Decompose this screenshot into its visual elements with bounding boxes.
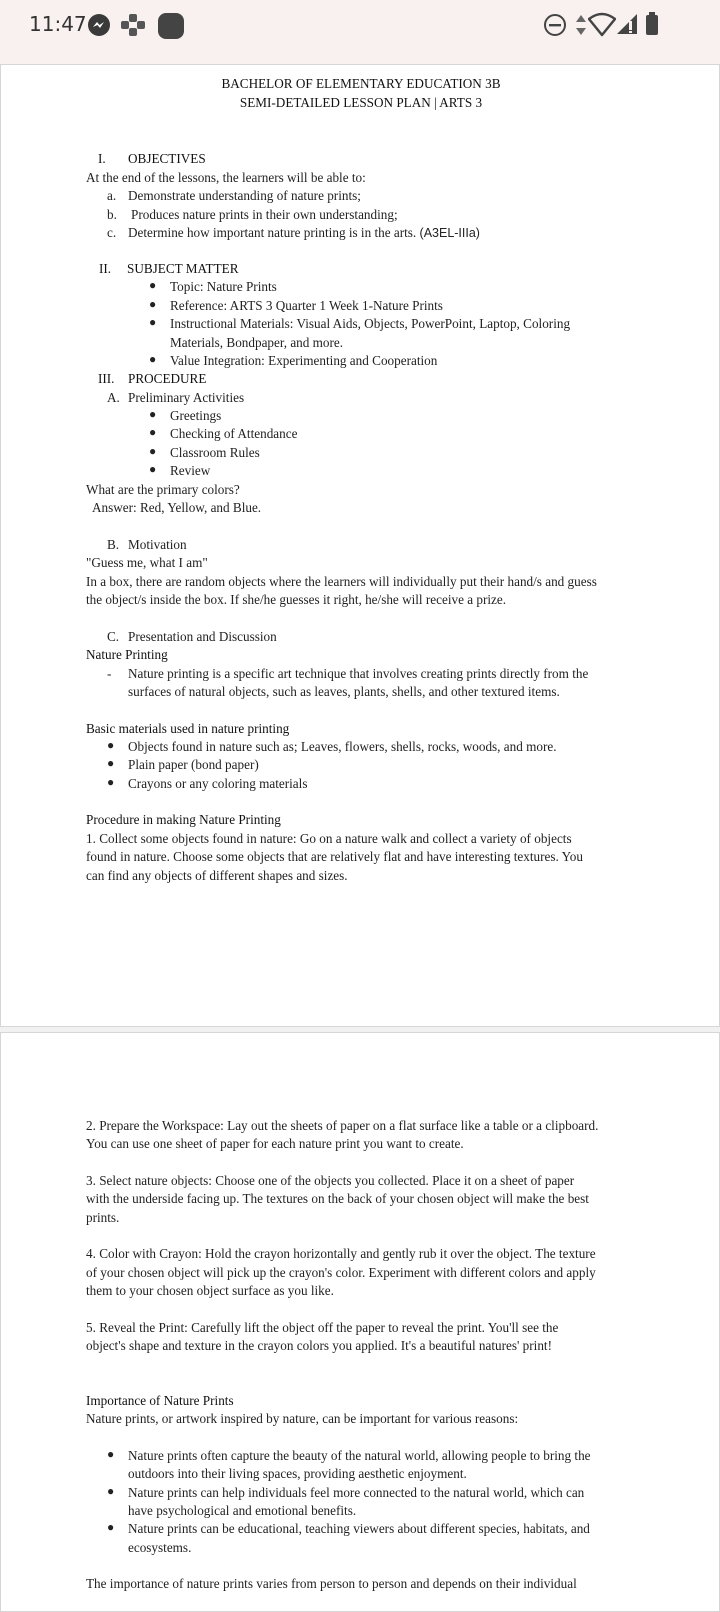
messenger-icon	[87, 13, 111, 37]
objectives-number: I.	[98, 151, 106, 166]
app-square-icon	[157, 12, 185, 40]
bullet-icon: ●	[149, 297, 157, 311]
section-a-heading: Preliminary Activities	[128, 390, 245, 405]
materials-item: Objects found in nature such as; Leaves, flowers, shells, rocks, woods, and more.	[128, 739, 557, 754]
bullet-icon: ●	[107, 775, 115, 789]
step-4-text: 4. Color with Crayon: Hold the crayon horizontally and gently rub it over the object. The texture	[86, 1246, 596, 1261]
activity-item: Checking of Attendance	[170, 426, 298, 441]
section-b-heading: Motivation	[128, 537, 187, 552]
section-a-marker: A.	[107, 390, 120, 405]
review-answer: Answer: Red, Yellow, and Blue.	[92, 500, 262, 515]
importance-item: Nature prints can help individuals feel more connected to the natural world, which can	[128, 1485, 585, 1500]
section-b-marker: B.	[107, 537, 120, 552]
bullet-icon: ●	[149, 278, 157, 292]
subject-item-continued: Materials, Bondpaper, and more.	[170, 335, 344, 350]
step-1-text: can find any objects of different shapes and sizes.	[86, 868, 348, 883]
step-5-text: object's shape and texture in the crayon colors you applied. It's a beautiful natures' print!	[86, 1338, 552, 1353]
importance-item: Nature prints often capture the beauty of the natural world, allowing people to bring the	[128, 1448, 591, 1463]
subject-matter-number: II.	[99, 261, 112, 276]
procedure-heading: PROCEDURE	[128, 371, 207, 386]
signal-icon	[616, 13, 638, 35]
step-1-text: 1. Collect some objects found in nature: Go on a nature walk and collect a variety of objects	[86, 831, 572, 846]
objective-item: Produces nature prints in their own understanding;	[131, 207, 398, 222]
procedure-number: III.	[98, 371, 115, 386]
bullet-icon: ●	[149, 352, 157, 366]
subject-item: Reference: ARTS 3 Quarter 1 Week 1-Nature Prints	[170, 298, 443, 313]
importance-closing: The importance of nature prints varies from person to person and depends on their individual	[86, 1576, 577, 1591]
bullet-icon: ●	[149, 425, 157, 439]
subject-item: Topic: Nature Prints	[170, 279, 277, 294]
objective-item: Demonstrate understanding of nature prints;	[128, 188, 361, 203]
importance-item: outdoors into their living spaces, providing aesthetic enjoyment.	[128, 1466, 467, 1481]
bullet-icon: ●	[107, 1447, 115, 1461]
review-question: What are the primary colors?	[86, 482, 240, 497]
nature-printing-heading: Nature Printing	[86, 647, 168, 662]
materials-heading: Basic materials used in nature printing	[86, 721, 290, 736]
competency-code: (A3EL-IIIa)	[419, 226, 480, 240]
section-c-heading: Presentation and Discussion	[128, 629, 277, 644]
definition-text: Nature printing is a specific art technique that involves creating prints directly from the	[128, 666, 589, 681]
activity-item: Review	[170, 463, 211, 478]
step-3-text: with the underside facing up. The textures on the back of your chosen object will make the best	[86, 1191, 589, 1206]
activity-item: Greetings	[170, 408, 222, 423]
step-3-text: prints.	[86, 1210, 120, 1225]
objective-text: Determine how important nature printing is in the arts.	[128, 225, 417, 240]
motivation-text: the object/s inside the box. If she/he guesses it right, he/she will receive a prize.	[86, 592, 507, 607]
game-controller-icon	[120, 13, 146, 37]
wifi-icon	[588, 11, 616, 37]
dash-marker: -	[107, 666, 112, 681]
objectives-intro: At the end of the lessons, the learners will be able to:	[86, 170, 366, 185]
step-2-text: 2. Prepare the Workspace: Lay out the sheets of paper on a flat surface like a table or a clipboard.	[86, 1118, 599, 1133]
battery-icon	[645, 11, 659, 37]
objective-item	[128, 224, 480, 243]
subject-item: Value Integration: Experimenting and Cooperation	[170, 353, 438, 368]
title-line-1: BACHELOR OF ELEMENTARY EDUCATION 3B	[221, 76, 501, 91]
bullet-icon: ●	[107, 756, 115, 770]
step-1-text: found in nature. Choose some objects that are relatively flat and have interesting textures. You	[86, 849, 583, 864]
step-4-text: them to your chosen object surface as you like.	[86, 1283, 334, 1298]
objective-marker: a.	[107, 188, 117, 203]
motivation-text: In a box, there are random objects where the learners will individually put their hand/s and guess	[86, 574, 597, 589]
importance-item: have psychological and emotional benefits.	[128, 1503, 357, 1518]
status-bar	[0, 0, 720, 64]
bullet-icon: ●	[149, 407, 157, 421]
motivation-title: "Guess me, what I am"	[86, 555, 208, 570]
bullet-icon: ●	[107, 1520, 115, 1534]
materials-item: Plain paper (bond paper)	[128, 757, 259, 772]
document-page-1	[0, 64, 720, 1027]
bullet-icon: ●	[149, 444, 157, 458]
step-3-text: 3. Select nature objects: Choose one of the objects you collected. Place it on a sheet of paper	[86, 1173, 575, 1188]
step-4-text: of your chosen object will pick up the crayon's color. Experiment with different colors and apply	[86, 1265, 596, 1280]
objectives-heading: OBJECTIVES	[128, 151, 206, 166]
materials-item: Crayons or any coloring materials	[128, 776, 308, 791]
objective-marker: c.	[107, 225, 117, 240]
step-5-text: 5. Reveal the Print: Carefully lift the object off the paper to reveal the print. You'll see the	[86, 1320, 559, 1335]
subject-matter-heading: SUBJECT MATTER	[127, 261, 239, 276]
importance-item: Nature prints can be educational, teaching viewers about different species, habitats, and	[128, 1521, 590, 1536]
status-time: 11:47	[29, 12, 87, 36]
definition-text: surfaces of natural objects, such as leaves, plants, shells, and other textured items.	[128, 684, 560, 699]
objective-marker: b.	[107, 207, 117, 222]
section-c-marker: C.	[107, 629, 120, 644]
bullet-icon: ●	[149, 462, 157, 476]
title-line-2: SEMI-DETAILED LESSON PLAN | ARTS 3	[239, 95, 483, 110]
bullet-icon: ●	[107, 738, 115, 752]
procedure-making-heading: Procedure in making Nature Printing	[86, 812, 281, 827]
importance-heading: Importance of Nature Prints	[86, 1393, 234, 1408]
subject-item: Instructional Materials: Visual Aids, Objects, PowerPoint, Laptop, Coloring	[170, 316, 571, 331]
step-2-text: You can use one sheet of paper for each nature print you want to create.	[86, 1136, 464, 1151]
activity-item: Classroom Rules	[170, 445, 260, 460]
importance-item: ecosystems.	[128, 1540, 192, 1555]
importance-intro: Nature prints, or artwork inspired by nature, can be important for various reasons:	[86, 1411, 519, 1426]
document-page-2	[0, 1032, 720, 1612]
do-not-disturb-icon	[543, 13, 567, 37]
bullet-icon: ●	[107, 1484, 115, 1498]
data-arrows-icon	[574, 13, 588, 37]
bullet-icon: ●	[149, 315, 157, 329]
